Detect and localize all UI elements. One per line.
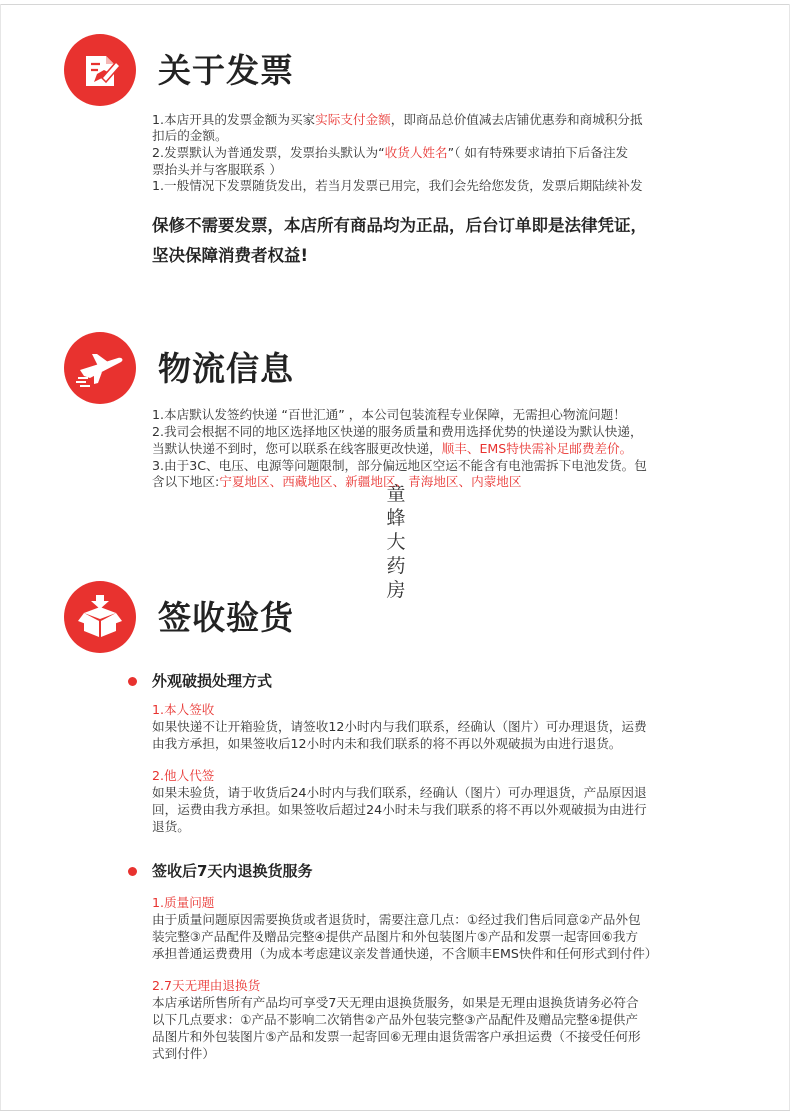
quality-issue-text-3: 承担普通运费费用（为成本考虑建议亲发普通快递，不含顺丰EMS快件和任何形式到付件） xyxy=(152,946,658,961)
invoice-paragraph-2-cont: 票抬头并与客服联系 ） xyxy=(152,162,282,177)
no-reason-return-text-4: 式到付件） xyxy=(152,1046,215,1061)
logistics-paragraph-2: 2.我司会根据不同的地区选择地区快递的服务质量和费用选择优势的快递设为默认快递， xyxy=(152,424,643,439)
warranty-note-line-1: 保修不需要发票，本店所有商品均为正品，后台订单即是法律凭证， xyxy=(152,216,647,235)
no-reason-return-title: 2.7天无理由退换货 xyxy=(152,978,261,993)
invoice-paragraph-3: 1.一般情况下发票随货发出，若当月发票已用完，我们会先给您发货，发票后期陆续补发 xyxy=(152,178,643,193)
store-watermark xyxy=(382,482,410,602)
quality-issue-text-1: 由于质量问题原因需要换货或者退货时，需要注意几点：①经过我们售后同意②产品外包 xyxy=(152,912,641,927)
watermark-char: 药 xyxy=(386,555,406,577)
logistics-paragraph-3-cont: 含以下地区:宁夏地区、西藏地区、新疆地区、青海地区、内蒙地区 xyxy=(152,474,522,489)
logistics-paragraph-2-cont: 当默认快递不到时，您可以联系在线客服更改快递，顺丰、EMS特快需补足邮费差价。 xyxy=(152,441,633,456)
bottom-border xyxy=(0,1110,790,1111)
left-border xyxy=(0,4,1,1110)
damage-subheading: 外观破损处理方式 xyxy=(152,672,273,690)
invoice-edit-icon xyxy=(64,34,136,106)
self-sign-title: 1.本人签收 xyxy=(152,702,215,717)
proxy-sign-text-1: 如果未验货，请于收货后24小时内与我们联系，经确认（图片）可办理退货，产品原因退 xyxy=(152,785,647,800)
return-subheading: 签收后7天内退换货服务 xyxy=(152,862,313,880)
no-reason-return-text-2: 以下几点要求：①产品不影响二次销售②产品外包装完整③产品配件及赠品完整④提供产 xyxy=(152,1012,638,1027)
proxy-sign-text-3: 退货。 xyxy=(152,819,190,834)
no-reason-return-text-1: 本店承诺所售所有产品均可享受7天无理由退换货服务，如果是无理由退换货请务必符合 xyxy=(152,995,639,1010)
top-border xyxy=(0,4,790,5)
no-reason-return-text-3: 品图片和外包装图片⑤产品和发票一起寄回⑥无理由退货需客户承担运费（不接受任何形 xyxy=(152,1029,641,1044)
watermark-char: 大 xyxy=(386,531,406,553)
airplane-icon xyxy=(64,332,136,404)
proxy-sign-text-2: 回，运费由我方承担。如果签收后超过24小时未与我们联系的将不再以外观破损为由进行 xyxy=(152,802,647,817)
proxy-sign-title: 2.他人代签 xyxy=(152,768,215,783)
quality-issue-title: 1.质量问题 xyxy=(152,895,215,910)
self-sign-text-2: 由我方承担，如果签收后12小时内未和我们联系的将不再以外观破损为由进行退货。 xyxy=(152,736,622,751)
package-box-icon xyxy=(64,581,136,653)
watermark-char: 蜂 xyxy=(386,507,406,529)
bullet-dot xyxy=(128,677,137,686)
logistics-paragraph-1: 1.本店默认发签约快递 “百世汇通” ，本公司包装流程专业保障，无需担心物流问题！ xyxy=(152,407,626,422)
receipt-section-title: 签收验货 xyxy=(158,598,294,637)
watermark-char: 童 xyxy=(386,483,406,505)
logistics-section-title: 物流信息 xyxy=(158,349,294,388)
invoice-paragraph-1: 1.本店开具的发票金额为买家实际支付金额，即商品总价值减去店铺优惠券和商城积分抵 xyxy=(152,112,643,127)
bullet-dot xyxy=(128,867,137,876)
quality-issue-text-2: 装完整③产品配件及赠品完整④提供产品图片和外包装图片⑤产品和发票一起寄回⑥我方 xyxy=(152,929,638,944)
self-sign-text-1: 如果快递不让开箱验货，请签收12小时内与我们联系，经确认（图片）可办理退货，运费 xyxy=(152,719,647,734)
invoice-paragraph-2: 2.发票默认为普通发票，发票抬头默认为“收货人姓名”（ 如有特殊要求请拍下后备注发 xyxy=(152,145,629,160)
warranty-note-line-2: 坚决保障消费者权益! xyxy=(152,246,309,265)
invoice-paragraph-1-cont: 扣后的金额。 xyxy=(152,128,228,143)
watermark-char: 房 xyxy=(386,579,406,601)
logistics-paragraph-3: 3.由于3C、电压、电源等问题限制，部分偏远地区空运不能含有电池需拆下电池发货。包 xyxy=(152,458,647,473)
invoice-section-title: 关于发票 xyxy=(158,51,294,90)
